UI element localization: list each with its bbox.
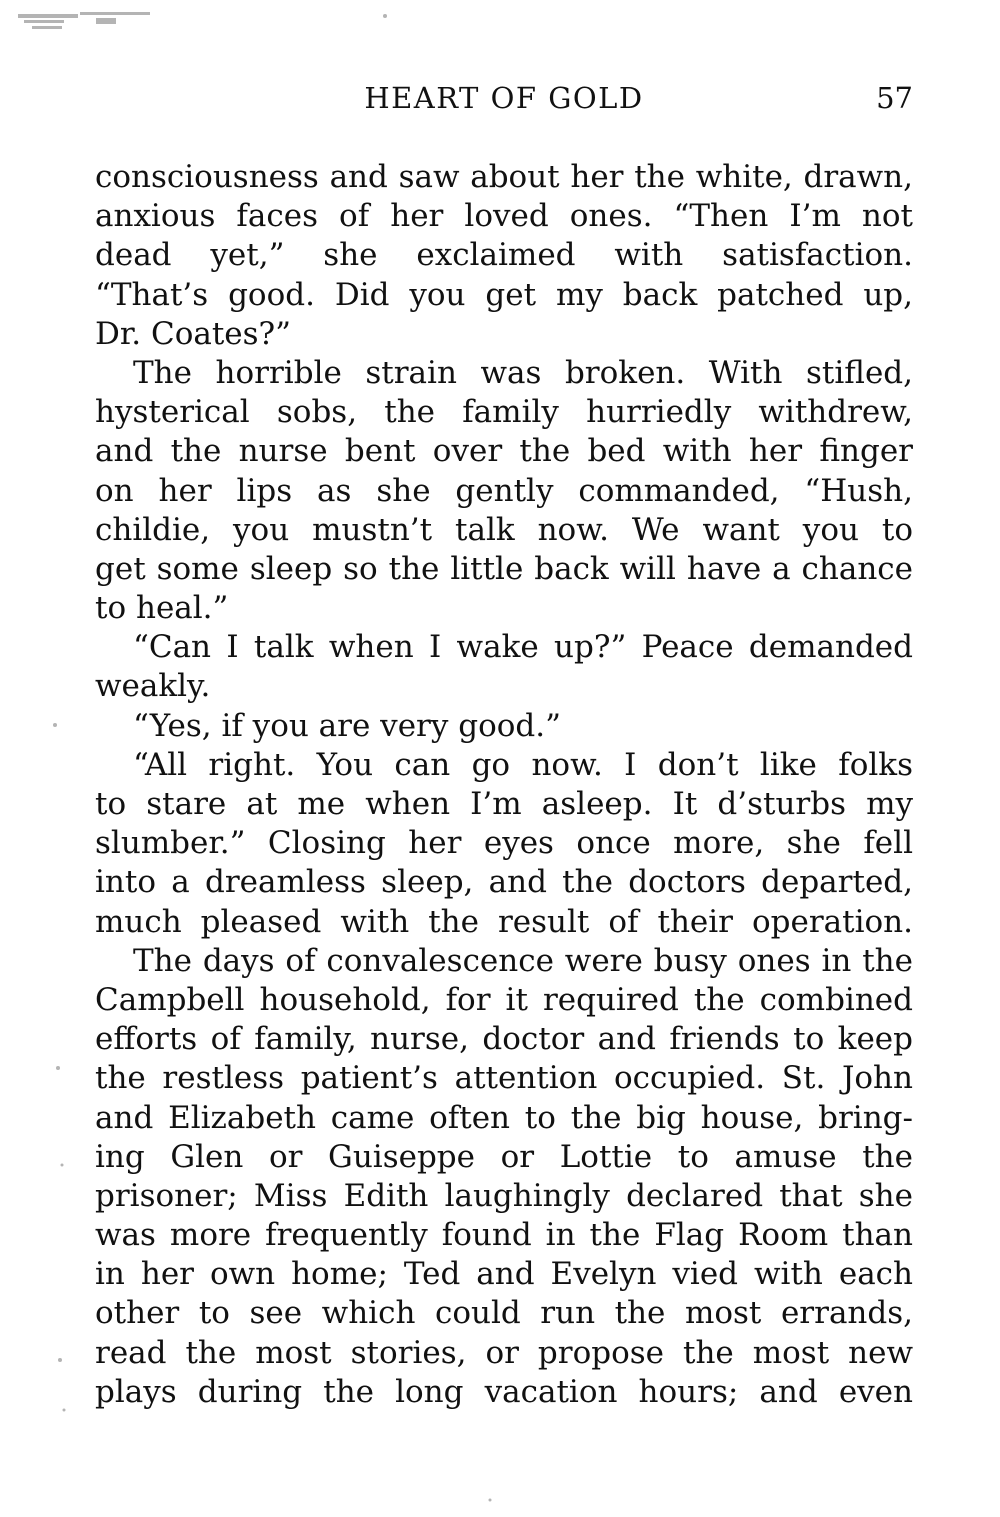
- text-line: dead yet,” she exclaimed with satisfaction.: [95, 237, 913, 274]
- text-line: on her lips as she gently commanded, “Hush,: [95, 472, 913, 509]
- text-line: to stare at me when I’m asleep. It d’sturbs my: [95, 786, 913, 822]
- text-line: anxious faces of her loved ones. “Then I’m not: [95, 198, 913, 235]
- text-line: prisoner; Miss Edith laughingly declared that she: [95, 1177, 913, 1214]
- text-line: weakly.: [95, 668, 211, 705]
- body-text: [95, 158, 913, 1412]
- text-line: slumber.” Closing her eyes once more, she fell: [95, 825, 913, 862]
- text-line: in her own home; Ted and Evelyn vied with each: [95, 1256, 913, 1293]
- text-line: was more frequently found in the Flag Room than: [95, 1217, 913, 1254]
- text-line: “All right. You can go now. I don’t like folks: [133, 746, 913, 783]
- text-line: get some sleep so the little back will have a chance: [95, 550, 913, 587]
- text-line: efforts of family, nurse, doctor and friends to keep: [95, 1021, 913, 1058]
- text-line: “That’s good. Did you get my back patched up,: [95, 276, 913, 313]
- text-line: other to see which could run the most errands,: [95, 1295, 913, 1332]
- running-header: [95, 76, 913, 120]
- text-line: “Can I talk when I wake up?” Peace demanded: [133, 629, 913, 666]
- text-line: plays during the long vacation hours; and even: [95, 1373, 913, 1410]
- text-line: much pleased with the result of their operation.: [95, 903, 913, 940]
- text-line: childie, you mustn’t talk now. We want you to: [95, 511, 913, 548]
- text-line: consciousness and saw about her the white, drawn,: [95, 159, 913, 195]
- text-line: The days of convalescence were busy ones in the: [133, 942, 913, 979]
- text-line: read the most stories, or propose the most new: [95, 1334, 913, 1371]
- text-line: ing Glen or Guiseppe or Lottie to amuse the: [95, 1138, 913, 1175]
- text-line: Campbell household, for it required the combined: [95, 981, 913, 1018]
- text-line: and Elizabeth came often to the big house, bring-: [95, 1099, 913, 1136]
- text-line: The horrible strain was broken. With stifled,: [133, 354, 913, 391]
- text-line: and the nurse bent over the bed with her finger: [95, 433, 913, 470]
- running-title: HEART OF GOLD: [364, 81, 644, 115]
- text-line: “Yes, if you are very good.”: [133, 707, 561, 744]
- text-line: to heal.”: [95, 590, 229, 627]
- text-line: Dr. Coates?”: [95, 315, 292, 352]
- text-line: into a dreamless sleep, and the doctors departed,: [95, 864, 913, 901]
- text-line: the restless patient’s attention occupied. St. John: [95, 1060, 913, 1097]
- page-number: 57: [876, 81, 913, 115]
- text-line: hysterical sobs, the family hurriedly withdrew,: [95, 394, 913, 431]
